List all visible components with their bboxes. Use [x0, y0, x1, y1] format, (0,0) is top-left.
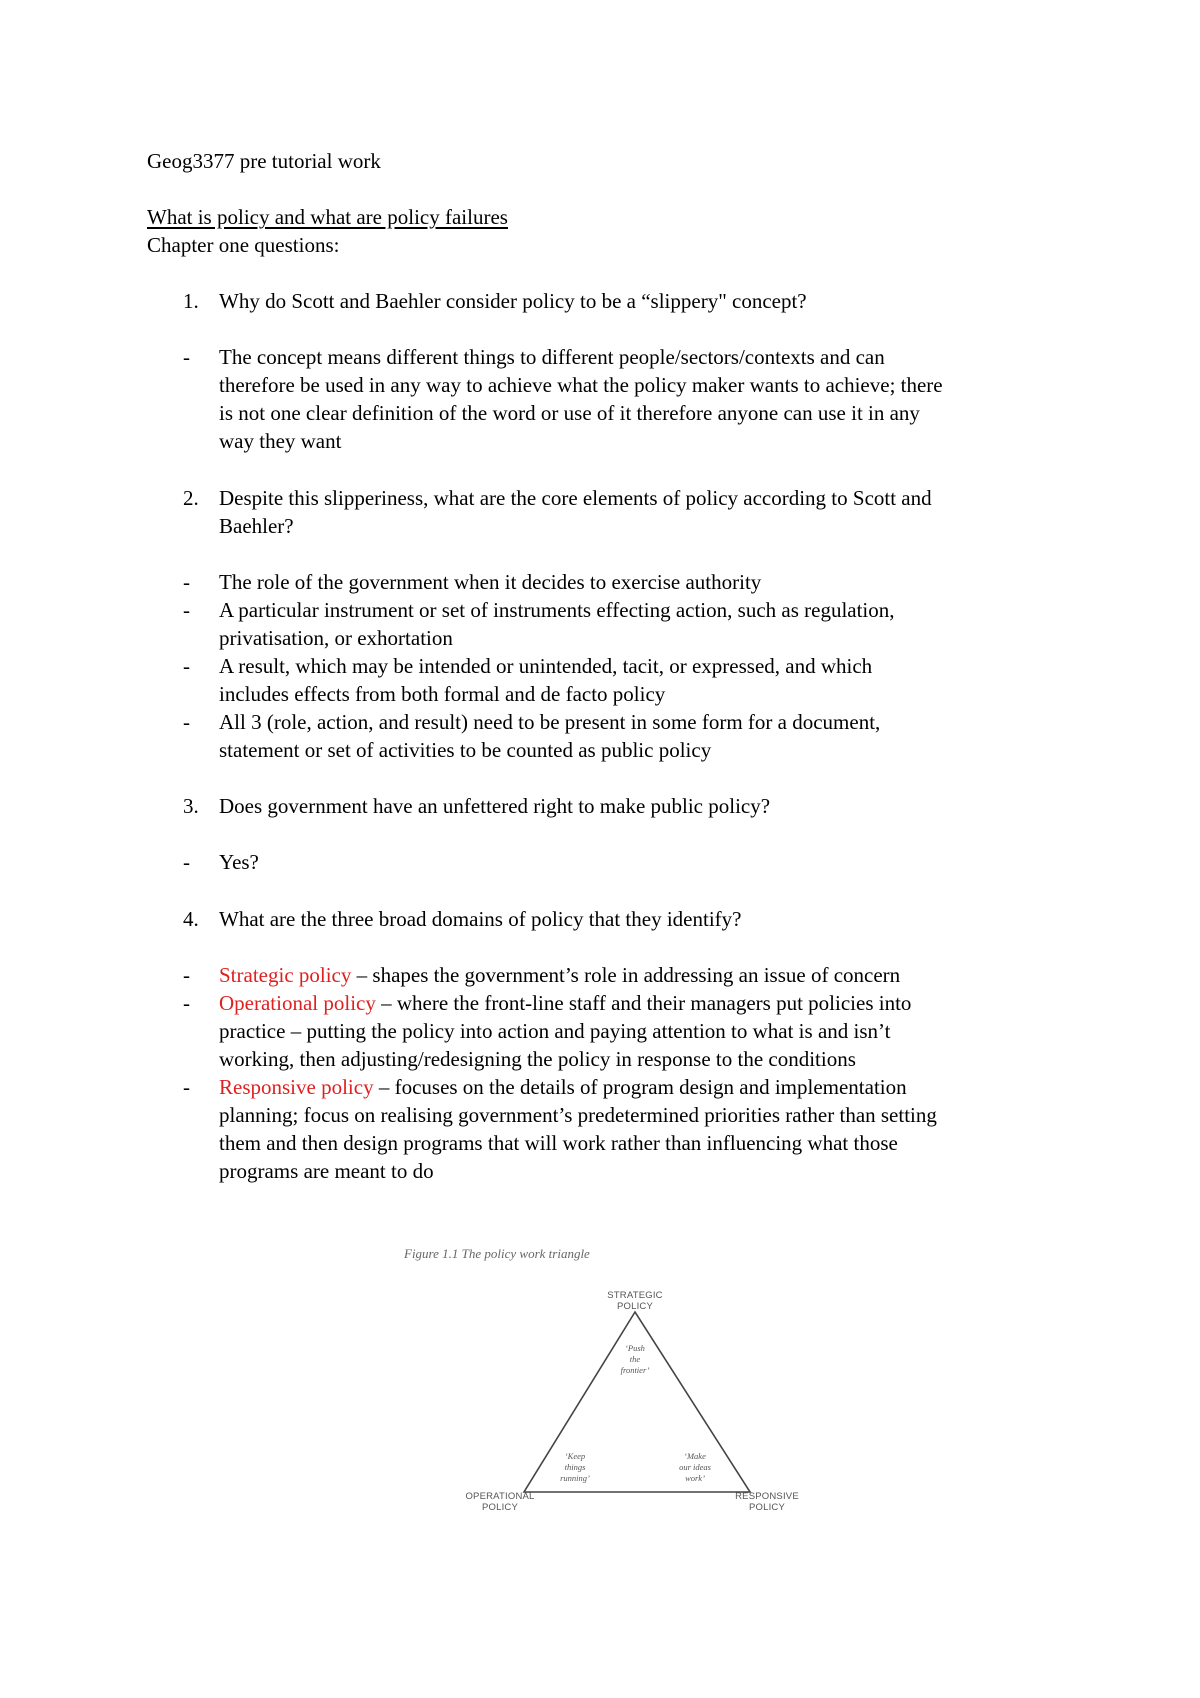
operational-policy-term: Operational policy [219, 991, 376, 1015]
label-line: OPERATIONAL [465, 1491, 535, 1502]
bullet-marker: - [183, 345, 190, 369]
responsive-policy-label [727, 1491, 807, 1513]
answer-2-bullet: A result, which may be intended or unintended, tacit, or expressed, and which [219, 654, 873, 678]
figure-caption: Figure 1.1 The policy work triangle [404, 1246, 590, 1261]
operational-policy-cont: practice – putting the policy into action and paying attention to what is and isn’t [219, 1019, 891, 1043]
label-line: STRATEGIC [607, 1290, 663, 1301]
question-number: 2. [183, 486, 199, 510]
strategic-policy-label [595, 1290, 675, 1312]
question-number: 1. [183, 289, 199, 313]
responsive-policy-item [219, 1073, 907, 1101]
bullet-marker: - [183, 598, 190, 622]
note-line: frontier’ [620, 1365, 650, 1375]
bullet-marker: - [183, 850, 190, 874]
operational-policy-desc: – where the front-line staff and their managers put policies into [375, 991, 912, 1015]
note-line: ‘Make [684, 1451, 706, 1461]
answer-1-line: The concept means different things to different people/sectors/contexts and can [219, 345, 885, 369]
question-number: 4. [183, 907, 199, 931]
answer-1-line: way they want [219, 429, 342, 453]
make-our-ideas-work-note [665, 1451, 725, 1484]
document-title: Geog3377 pre tutorial work [147, 149, 381, 173]
question-4-text: What are the three broad domains of policy that they identify? [219, 907, 742, 931]
bullet-marker: - [183, 654, 190, 678]
label-line: POLICY [748, 1502, 786, 1513]
label-line: POLICY [481, 1502, 519, 1513]
bullet-marker: - [183, 991, 190, 1015]
operational-policy-item [219, 989, 911, 1017]
note-line: ‘Keep [564, 1451, 586, 1461]
operational-policy-cont: working, then adjusting/redesigning the policy in response to the conditions [219, 1047, 856, 1071]
answer-2-bullet-cont: includes effects from both formal and de facto policy [219, 682, 666, 706]
strategic-policy-desc: – shapes the government’s role in addressing an issue of concern [351, 963, 901, 987]
note-line: our ideas [679, 1462, 711, 1472]
answer-2-bullet-cont: statement or set of activities to be counted as public policy [219, 738, 712, 762]
responsive-policy-cont: planning; focus on realising government’s predetermined priorities rather than setting [219, 1103, 937, 1127]
question-2-line: Baehler? [219, 514, 294, 538]
answer-1-line: is not one clear definition of the word or use of it therefore anyone can use it in any [219, 401, 920, 425]
section-subheading: Chapter one questions: [147, 233, 340, 257]
bullet-marker: - [183, 1075, 190, 1099]
responsive-policy-desc: – focuses on the details of program design and implementation [373, 1075, 907, 1099]
answer-2-bullet: A particular instrument or set of instruments effecting action, such as regulation, [219, 598, 895, 622]
section-heading: What is policy and what are policy failures [147, 205, 508, 229]
bullet-marker: - [183, 963, 190, 987]
responsive-policy-cont: them and then design programs that will work rather than influencing what those [219, 1131, 898, 1155]
note-line: work’ [685, 1473, 705, 1483]
operational-policy-label [455, 1491, 545, 1513]
responsive-policy-cont: programs are meant to do [219, 1159, 434, 1183]
bullet-marker: - [183, 570, 190, 594]
answer-2-bullet: The role of the government when it decides to exercise authority [219, 570, 762, 594]
push-the-frontier-note [605, 1343, 665, 1376]
answer-2-bullet: All 3 (role, action, and result) need to be present in some form for a document, [219, 710, 881, 734]
strategic-policy-item [219, 961, 900, 989]
note-line: the [629, 1354, 641, 1364]
label-line: POLICY [616, 1301, 654, 1312]
question-number: 3. [183, 794, 199, 818]
question-2-line: Despite this slipperiness, what are the core elements of policy according to Scott and [219, 486, 932, 510]
question-3-text: Does government have an unfettered right to make public policy? [219, 794, 771, 818]
bullet-marker: - [183, 710, 190, 734]
keep-things-running-note [545, 1451, 605, 1484]
note-line: things [564, 1462, 586, 1472]
label-line: RESPONSIVE [735, 1491, 799, 1502]
answer-1-line: therefore be used in any way to achieve what the policy maker wants to achieve; there [219, 373, 943, 397]
note-line: ‘Push [625, 1343, 645, 1353]
strategic-policy-term: Strategic policy [219, 963, 352, 987]
responsive-policy-term: Responsive policy [219, 1075, 374, 1099]
answer-3-text: Yes? [219, 850, 259, 874]
question-1-text: Why do Scott and Baehler consider policy to be a “slippery" concept? [219, 289, 807, 313]
answer-2-bullet-cont: privatisation, or exhortation [219, 626, 453, 650]
note-line: running’ [560, 1473, 590, 1483]
